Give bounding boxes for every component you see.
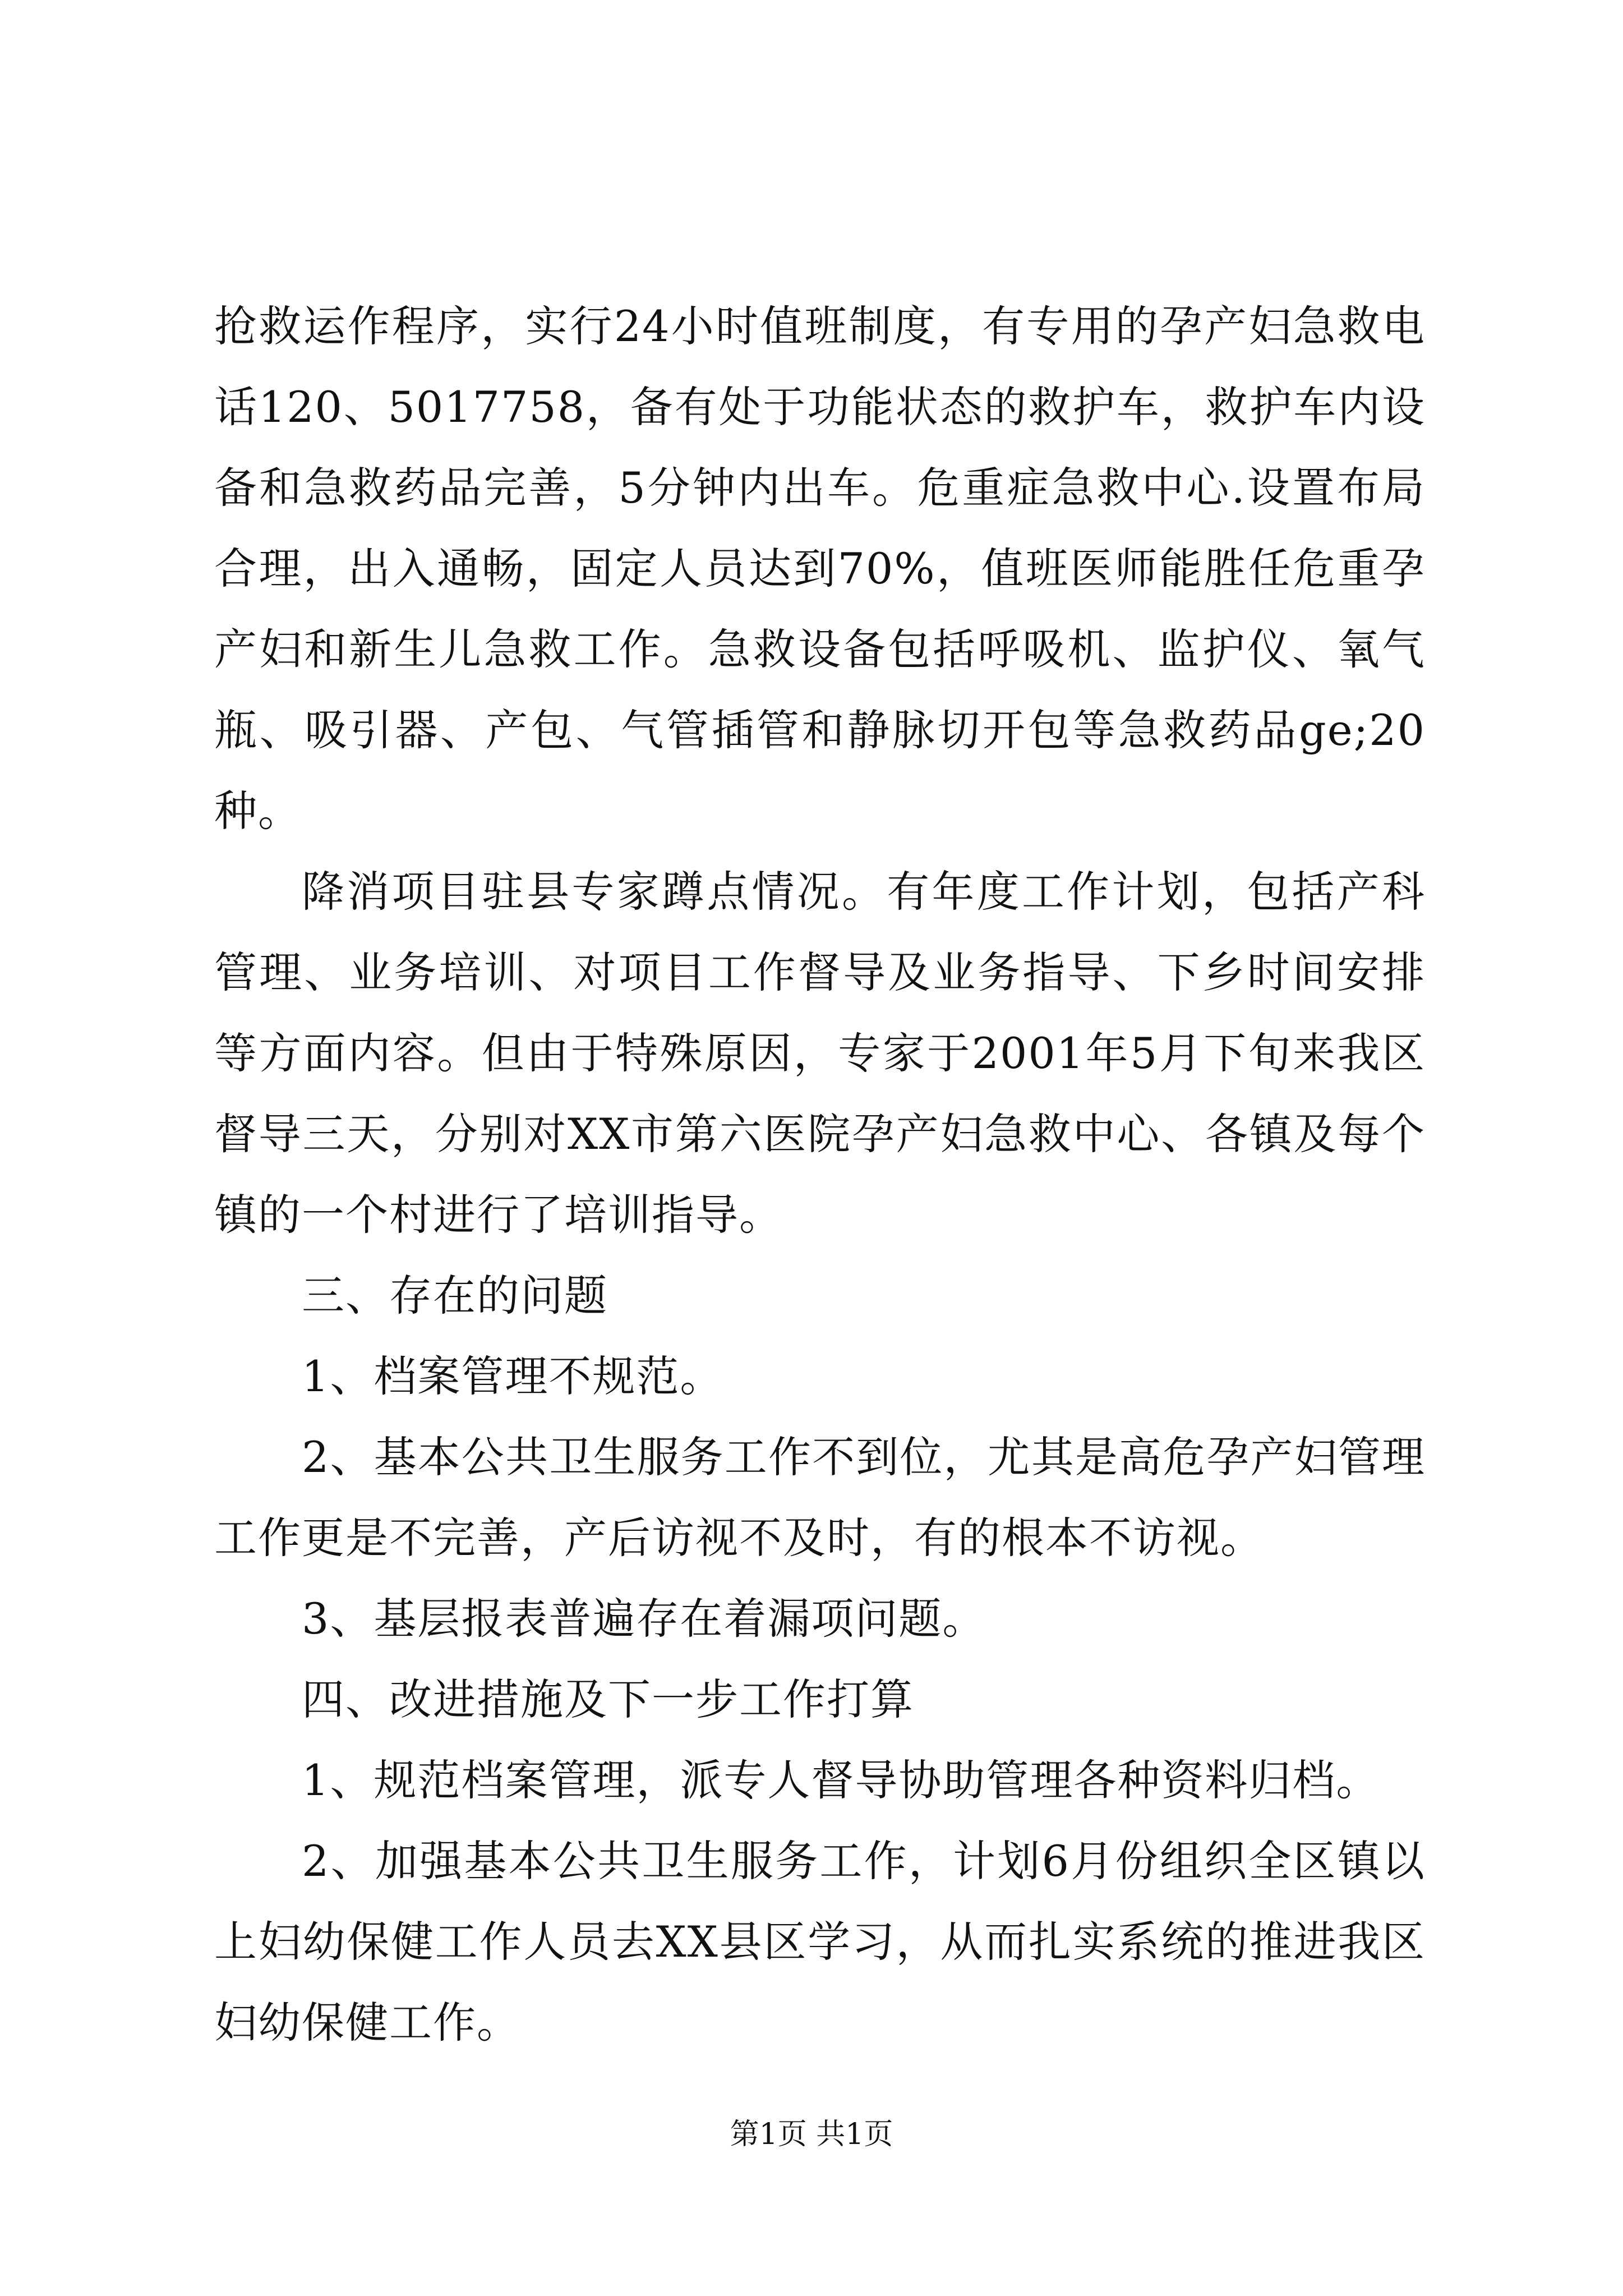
- document-body: [214, 286, 1426, 2063]
- improvement-item-1: 1、规范档案管理，派专人督导协助管理各种资料归档。: [302, 1755, 1380, 1805]
- paragraph-expert-stationing: 降消项目驻县专家蹲点情况。有年度工作计划，包括产科管理、业务培训、对项目工作督导及业务指导、下乡时间安排等方面内容。但由于特殊原因，专家于2001年5月下旬来我区督导三天，分别对XX市第六医院孕产妇急救中心、各镇及每个镇的一个村进行了培训指导。: [214, 867, 1426, 1240]
- paragraph-emergency-rescue: 抢救运作程序，实行24小时值班制度，有专用的孕产妇急救电话120、5017758，备有处于功能状态的救护车，救护车内设备和急救药品完善，5分钟内出车。危重症急救中心.设置布局合理，出入通畅，固定人员达到70%，值班医师能胜任危重孕产妇和新生儿急救工作。急救设备包括呼吸机、监护仪、氧气瓶、吸引器、产包、气管插管和静脉切开包等急救药品ge;20种。: [214, 301, 1426, 836]
- improvement-item-2: 2、加强基本公共卫生服务工作，计划6月份组织全区镇以上妇幼保健工作人员去XX县区学习，从而扎实系统的推进我区妇幼保健工作。: [214, 1836, 1426, 2047]
- page-footer: 第1页 共1页: [730, 2118, 893, 2151]
- problem-item-1: 1、档案管理不规范。: [302, 1351, 724, 1401]
- problem-item-2: 2、基本公共卫生服务工作不到位，尤其是高危孕产妇管理工作更是不完善，产后访视不及时，有的根本不访视。: [214, 1432, 1426, 1563]
- section-heading-improvements: 四、改进措施及下一步工作打算: [302, 1674, 914, 1724]
- problem-item-3: 3、基层报表普遍存在着漏项问题。: [302, 1594, 986, 1644]
- section-heading-problems: 三、存在的问题: [302, 1271, 608, 1320]
